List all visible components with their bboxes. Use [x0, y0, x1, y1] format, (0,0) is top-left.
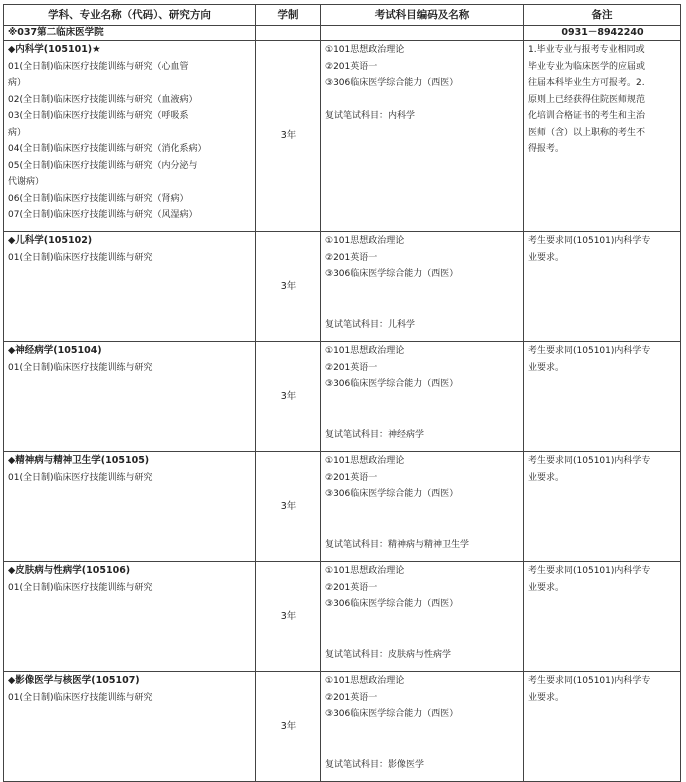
- exam-subject: ①101思想政治理论: [325, 456, 405, 466]
- spacer: [325, 613, 520, 647]
- exam-cell: [321, 232, 524, 342]
- exam-subject: ②201英语一: [325, 472, 378, 483]
- table-row: [4, 452, 681, 562]
- duration: 3年: [256, 342, 321, 452]
- research-direction: 07(全日制)临床医疗技能训练与研究（风湿病）: [8, 210, 198, 220]
- exam-cell: [321, 672, 524, 782]
- spacer: [325, 723, 520, 757]
- research-direction: 06(全日制)临床医疗技能训练与研究（肾病）: [8, 193, 189, 204]
- college-name: ※037第二临床医学院: [4, 26, 256, 41]
- exam-subject: ②201英语一: [325, 692, 378, 703]
- exam-subject: ②201英语一: [325, 61, 378, 72]
- research-direction: 01(全日制)临床医疗技能训练与研究: [8, 362, 153, 373]
- college-empty: [256, 26, 321, 41]
- retest-subject: 复试笔试科目：内科学: [325, 110, 416, 121]
- duration: 3年: [256, 41, 321, 232]
- note-line: 毕业专业为临床医学的应届或: [528, 61, 646, 72]
- note-line: 医师（含）以上职称的考生不: [528, 127, 646, 138]
- major-cell: [4, 562, 256, 672]
- major-name: ◆内科学(105101)★: [8, 44, 101, 55]
- table-row: [4, 232, 681, 342]
- spacer: [325, 503, 520, 537]
- major-cell: [4, 342, 256, 452]
- exam-cell: [321, 452, 524, 562]
- exam-subject: ③306临床医学综合能力（西医）: [325, 709, 459, 719]
- research-direction: 病）: [8, 78, 27, 88]
- table-row: [4, 672, 681, 782]
- major-cell: [4, 452, 256, 562]
- major-cell: [4, 232, 256, 342]
- spacer: [325, 393, 520, 427]
- major-cell: [4, 41, 256, 232]
- research-direction: 01(全日制)临床医疗技能训练与研究: [8, 582, 153, 593]
- note-line: 业要求。: [528, 582, 565, 593]
- exam-cell: [321, 342, 524, 452]
- exam-subject: ①101思想政治理论: [325, 346, 405, 356]
- note-line: 考生要求同(105101)内科学专: [528, 676, 651, 686]
- retest-subject: 复试笔试科目：精神病与精神卫生学: [325, 539, 470, 550]
- note-line: 得报考。: [528, 144, 565, 154]
- exam-subject: ③306临床医学综合能力（西医）: [325, 599, 459, 609]
- note-cell: [524, 562, 681, 672]
- header-major: 学科、专业名称（代码）、研究方向: [4, 5, 256, 26]
- retest-subject: 复试笔试科目：皮肤病与性病学: [325, 649, 452, 660]
- table-row: [4, 562, 681, 672]
- note-line: 业要求。: [528, 362, 565, 373]
- exam-subject: ③306临床医学综合能力（西医）: [325, 78, 459, 88]
- note-line: 1.毕业专业与报考专业相同或: [528, 45, 645, 55]
- spacer: [325, 283, 520, 317]
- duration: 3年: [256, 672, 321, 782]
- note-line: 考生要求同(105101)内科学专: [528, 456, 651, 466]
- exam-subject: ①101思想政治理论: [325, 566, 405, 576]
- retest-subject: 复试笔试科目：影像医学: [325, 759, 425, 770]
- major-name: ◆皮肤病与性病学(105106): [8, 565, 131, 576]
- note-line: 化培训合格证书的考生和主治: [528, 111, 646, 121]
- exam-subject: ③306临床医学综合能力（西医）: [325, 489, 459, 499]
- note-line: 原则上已经获得住院医师规范: [528, 94, 646, 105]
- header-exams: 考试科目编码及名称: [321, 5, 524, 26]
- note-line: 考生要求同(105101)内科学专: [528, 236, 651, 246]
- research-direction: 04(全日制)临床医疗技能训练与研究（消化系病）: [8, 144, 207, 154]
- major-name: ◆神经病学(105104): [8, 345, 102, 356]
- college-row: [4, 26, 681, 41]
- research-direction: 病）: [8, 127, 27, 138]
- note-cell: [524, 672, 681, 782]
- major-cell: [4, 672, 256, 782]
- exam-subject: ③306临床医学综合能力（西医）: [325, 379, 459, 389]
- exam-subject: ①101思想政治理论: [325, 676, 405, 686]
- duration: 3年: [256, 232, 321, 342]
- spacer: [325, 92, 520, 108]
- note-line: 往届本科毕业生方可报考。2.: [528, 78, 645, 88]
- note-cell: [524, 41, 681, 232]
- college-phone: 0931－8942240: [524, 26, 681, 41]
- exam-subject: ①101思想政治理论: [325, 45, 405, 55]
- note-line: 业要求。: [528, 252, 565, 263]
- note-line: 考生要求同(105101)内科学专: [528, 346, 651, 356]
- exam-cell: [321, 562, 524, 672]
- note-cell: [524, 232, 681, 342]
- research-direction: 02(全日制)临床医疗技能训练与研究（血液病）: [8, 94, 198, 105]
- retest-subject: 复试笔试科目：神经病学: [325, 429, 425, 440]
- major-name: ◆儿科学(105102): [8, 235, 93, 246]
- retest-subject: 复试笔试科目：儿科学: [325, 319, 416, 330]
- research-direction: 01(全日制)临床医疗技能训练与研究: [8, 472, 153, 483]
- research-direction: 01(全日制)临床医疗技能训练与研究: [8, 252, 153, 263]
- research-direction: 05(全日制)临床医疗技能训练与研究（内分泌与: [8, 160, 198, 171]
- note-line: 考生要求同(105101)内科学专: [528, 566, 651, 576]
- table-header-row: [4, 5, 681, 26]
- table-row: [4, 41, 681, 232]
- exam-subject: ②201英语一: [325, 252, 378, 263]
- note-cell: [524, 452, 681, 562]
- header-duration: 学制: [256, 5, 321, 26]
- exam-subject: ①101思想政治理论: [325, 236, 405, 246]
- research-direction: 03(全日制)临床医疗技能训练与研究（呼吸系: [8, 111, 189, 121]
- note-line: 业要求。: [528, 472, 565, 483]
- major-name: ◆影像医学与核医学(105107): [8, 675, 140, 686]
- exam-subject: ②201英语一: [325, 582, 378, 593]
- research-direction: 01(全日制)临床医疗技能训练与研究: [8, 692, 153, 703]
- admissions-table: [3, 4, 681, 782]
- duration: 3年: [256, 562, 321, 672]
- note-cell: [524, 342, 681, 452]
- note-line: 业要求。: [528, 692, 565, 703]
- college-empty: [321, 26, 524, 41]
- research-direction: 01(全日制)临床医疗技能训练与研究（心血管: [8, 61, 189, 72]
- exam-subject: ③306临床医学综合能力（西医）: [325, 269, 459, 279]
- exam-cell: [321, 41, 524, 232]
- research-direction: 代谢病）: [8, 177, 45, 187]
- table-row: [4, 342, 681, 452]
- exam-subject: ②201英语一: [325, 362, 378, 373]
- duration: 3年: [256, 452, 321, 562]
- major-name: ◆精神病与精神卫生学(105105): [8, 455, 150, 466]
- header-notes: 备注: [524, 5, 681, 26]
